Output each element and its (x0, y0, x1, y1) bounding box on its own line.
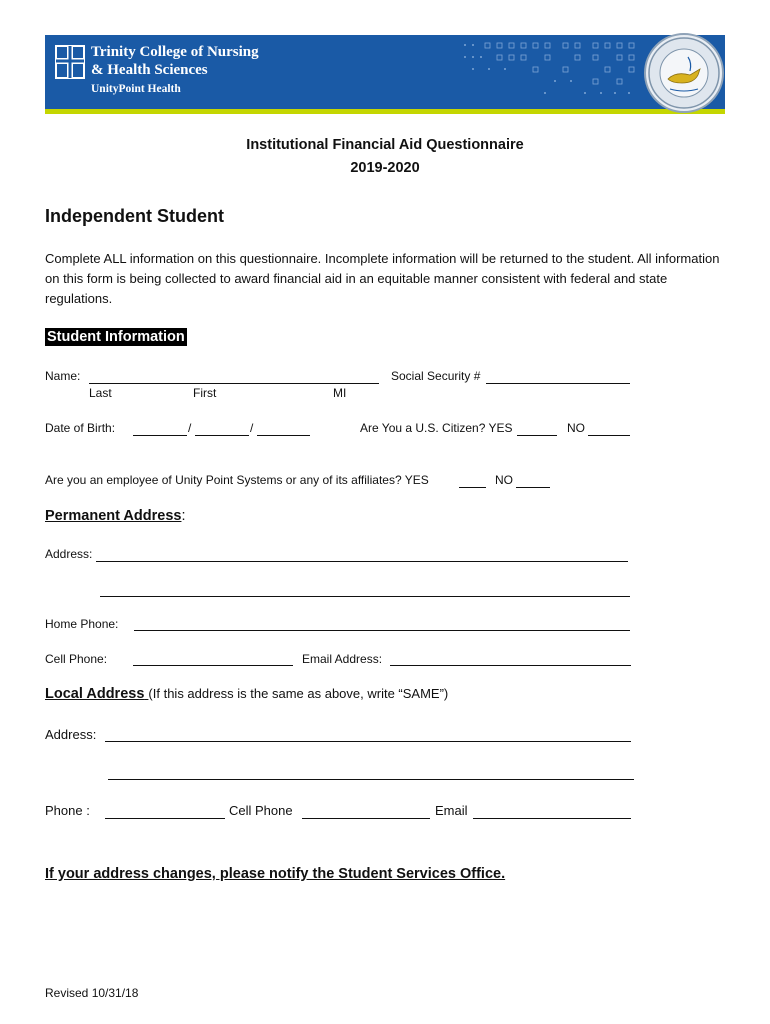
last-name-sublabel: Last (89, 386, 112, 400)
dob-separator: / (250, 421, 254, 435)
header-banner (45, 35, 725, 111)
org-name-line3: UnityPoint Health (91, 83, 181, 95)
local-email-label: Email (435, 803, 468, 818)
first-name-sublabel: First (193, 386, 217, 400)
local-phone-field[interactable] (105, 818, 225, 819)
intro-paragraph: Complete ALL information on this questionnaire. Incomplete information will be returned to the student. All information on this form is being collected to award financial aid in an equitable manner consistent with federal and state regulations. (45, 251, 720, 306)
dot-pattern-decoration (445, 39, 645, 107)
permanent-address-label: Address: (45, 547, 93, 561)
permanent-address-colon: : (181, 508, 186, 524)
trinity-cross-logo-icon (55, 45, 85, 79)
local-address-line2-field[interactable] (108, 779, 634, 780)
org-name-line2: & Health Sciences (91, 62, 208, 78)
student-information-section-title: Student Information (47, 329, 185, 345)
local-address-section-title (45, 686, 448, 702)
name-field[interactable] (89, 383, 379, 384)
middle-initial-sublabel: MI (333, 386, 347, 400)
dob-month-field[interactable] (133, 435, 187, 436)
citizen-yes-field[interactable] (517, 435, 557, 436)
citizen-no-label: NO (567, 421, 585, 435)
organization-name (91, 43, 259, 97)
employee-no-field[interactable] (516, 487, 550, 488)
local-address-title-text: Local Address (45, 686, 145, 702)
dob-day-field[interactable] (195, 435, 249, 436)
college-seal-icon (644, 33, 724, 113)
us-citizen-label: Are You a U.S. Citizen? YES (360, 421, 513, 435)
local-email-field[interactable] (473, 818, 631, 819)
dob-separator: / (188, 421, 192, 435)
address-change-notice: If your address changes, please notify the Student Services Office. (45, 866, 506, 882)
ssn-field[interactable] (486, 383, 630, 384)
permanent-address-section-title (45, 508, 186, 524)
ssn-label: Social Security # (391, 369, 481, 383)
citizen-no-field[interactable] (588, 435, 630, 436)
home-phone-field[interactable] (134, 630, 630, 631)
employee-question-label: Are you an employee of Unity Point Systems or any of its affiliates? YES (45, 473, 429, 487)
document-year: 2019-2020 (350, 160, 420, 176)
revision-date: Revised 10/31/18 (45, 986, 139, 1000)
permanent-address-title-text: Permanent Address (45, 508, 182, 524)
local-phone-label: Phone : (45, 803, 90, 818)
permanent-address-line1-field[interactable] (96, 561, 628, 562)
org-name-line1: Trinity College of Nursing (91, 44, 259, 60)
local-address-label: Address: (45, 727, 97, 742)
date-of-birth-label: Date of Birth: (45, 421, 116, 435)
email-address-label: Email Address: (302, 652, 383, 666)
document-title: Institutional Financial Aid Questionnaire (246, 137, 524, 153)
local-address-note: (If this address is the same as above, write “SAME”) (148, 686, 449, 701)
dob-year-field[interactable] (257, 435, 310, 436)
form-heading: Independent Student (45, 206, 224, 226)
employee-yes-field[interactable] (459, 487, 486, 488)
employee-no-label: NO (495, 473, 513, 487)
cell-phone-field[interactable] (133, 665, 293, 666)
banner-accent-stripe (45, 109, 725, 114)
email-address-field[interactable] (390, 665, 631, 666)
permanent-address-line2-field[interactable] (100, 596, 630, 597)
home-phone-label: Home Phone: (45, 617, 119, 631)
name-label: Name: (45, 369, 81, 383)
local-address-line1-field[interactable] (105, 741, 631, 742)
local-cell-phone-field[interactable] (302, 818, 430, 819)
local-cell-phone-label: Cell Phone (229, 803, 293, 818)
cell-phone-label: Cell Phone: (45, 652, 108, 666)
